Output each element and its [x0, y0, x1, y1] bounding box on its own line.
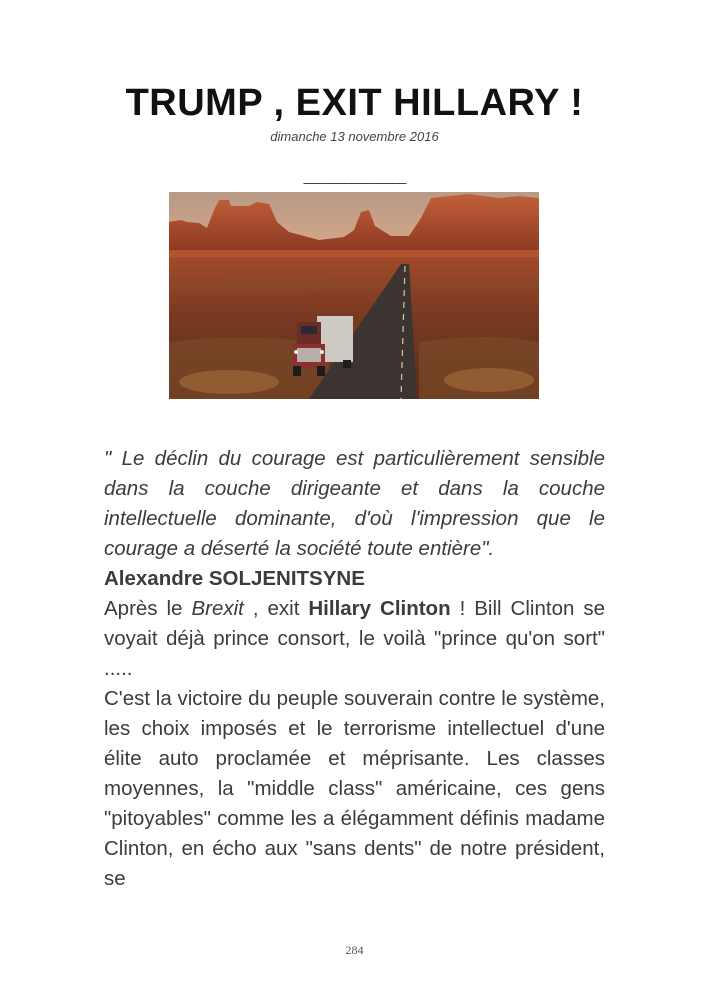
quote-author: Alexandre SOLJENITSYNE	[104, 567, 365, 590]
page-title: TRUMP , EXIT HILLARY !	[125, 82, 584, 124]
page-number: 284	[345, 943, 364, 957]
divider-line: _______________	[303, 168, 406, 184]
paragraph-2: C'est la victoire du peuple souverain contre le système, les choix imposés et le terrorisme intellectuel d'une élite auto proclamée et méprisante. Les classes moyennes, la "middle class" américaine, ces gens "pitoyables" comme les a élégamment définis madame Clinton, en écho aux "sans dents" de notre président, se	[104, 687, 605, 890]
hillary-clinton-bold: Hillary Clinton	[308, 597, 451, 620]
brexit-emphasis: Brexit	[191, 597, 244, 620]
paragraph-1-text-b: , exit	[243, 597, 309, 620]
quote-text: " Le déclin du courage est particulièrement sensible dans la couche dirigeante et dans la couche intellectuelle dominante, d'où l'impression que le courage a déserté la société toute entière".	[104, 447, 605, 560]
paragraph-1	[104, 594, 605, 684]
paragraph-1-text-c: ! Bill Clinton se voyait déjà prince consort, le voilà "prince qu'on sort" .....	[104, 597, 605, 680]
article-body	[104, 444, 605, 894]
desert-road-truck-photo	[169, 192, 539, 399]
paragraph-1-text-a: Après le	[104, 597, 192, 620]
post-date: dimanche 13 novembre 2016	[270, 129, 439, 144]
